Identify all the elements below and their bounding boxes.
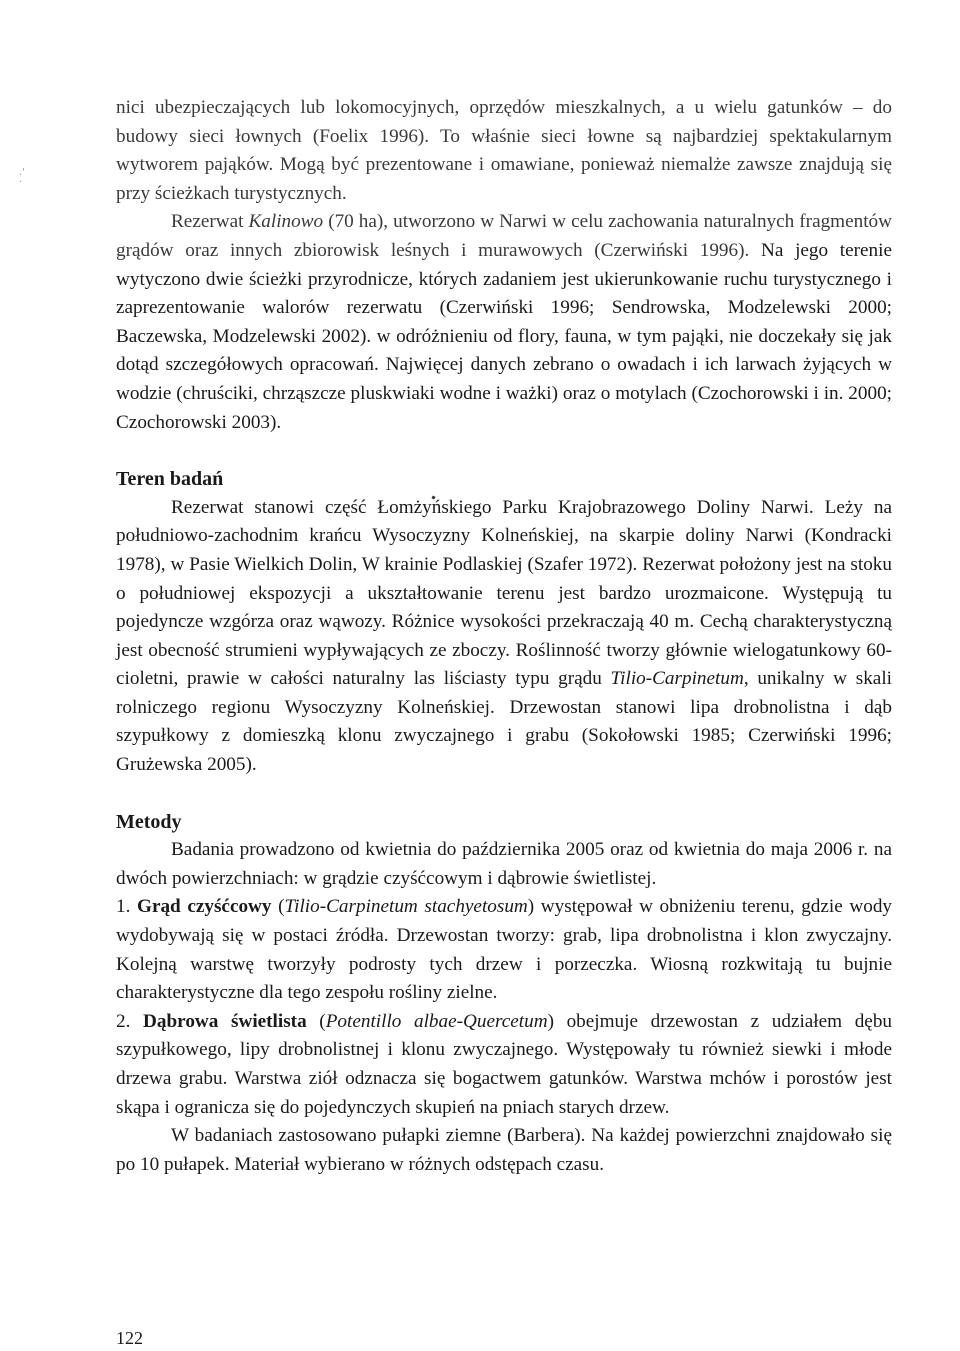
spacer [116, 437, 892, 465]
page-number: 122 [116, 1328, 143, 1348]
study-area-text-a: Rezerwat stanowi część Łomżyńskiego Parku Krajobrazowego Doliny Narwi. Leży na południowo-zachodnim krańcu Wysoczyzny Kolneńskiej, na skarpie doliny Narwi (Kondracki 1978), w Pasie Wielkich Dolin, W krainie Podlaskiej (Szafer 1972). Rezerwat położony jest na stoku o południowej ekspozycji a ukształtowanie terenu jest bardzo urozmaicone. Występują tu pojedyncze wzgórza oraz wąwozy. Różnice wysokości przekraczają 40 m. Cechą charakterystyczną jest obecność strumieni wypływających ze zboczy. Roślinność tworzy głównie wielogatunkowy 60-cioletni, prawie w całości naturalny las liściasty typu grądu [116, 496, 892, 690]
item2-paren: ( [306, 1010, 326, 1032]
intro-p2-mid: (70 ha), utworzono w Narwi w celu zachowania naturalnych fragmentów grądów oraz innych zbiorowisk leśnych i murawowych (Czerwiński 1996). [116, 211, 892, 261]
study-area-paragraph [116, 494, 892, 780]
section-heading-study-area: Teren badań [116, 468, 224, 491]
intro-p2-start: Rezerwat [171, 211, 249, 233]
item2-text: ) obejmuje drzewostan z udziałem dębu szypułkowego, lipy drobnolistnej i klonu zwyczajnego. Występowały tu również siewki i młode drzewa grabu. Warstwa ziół odznacza się bogactwem gatunków. Warstwa mchów i porostów jest skąpa i ogranicza się do pojedynczych skupień na pniach starych drzew. [116, 1010, 893, 1118]
methods-item-1 [116, 893, 892, 1007]
item1-title: Grąd czyśćcowy [137, 896, 272, 918]
methods-paragraph-1: Badania prowadzono od kwietnia do października 2005 oraz od kwietnia do maja 2006 r. na dwóch powierzchniach: w grądzie czyśćcowym i dąbrowie świetlistej. [116, 839, 892, 889]
study-area-text-b: , unikalny w skali rolniczego regionu Wysoczyzny Kolneńskiej. Drzewostan stanowi lipa drobnolistna i dąb szypułkowy z domieszką klonu zwyczajnego i grabu (Sokołowski 1985; Czerwiński 1996; Grużewska 2005). [116, 668, 892, 776]
item1-paren: ( [271, 896, 285, 918]
methods-paragraph-last: W badaniach zastosowano pułapki ziemne (Barbera). Na każdej powierzchni znajdowało się po 10 pułapek. Materiał wybierano w różnych odstępach czasu. [116, 1125, 892, 1175]
reserve-name: Kalinowo [248, 211, 324, 233]
item2-latin: Potentillo albae-Quercetum [325, 1010, 548, 1032]
section-heading-methods: Metody [116, 810, 182, 833]
methods-item-2 [116, 1008, 892, 1122]
item2-number: 2. [116, 1010, 144, 1032]
item1-text: ) występował w obniżeniu terenu, gdzie wody wydobywają się w postaci źródła. Drzewostan tworzy: grab, lipa drobnolistna i klon zwyczajny. Kolejną warstwę tworzyły podrosty tych drzew i porzeczka. Wiosną rozkwitają tu bujnie charakterystyczne dla tego zespołu rośliny zielne. [116, 896, 893, 1004]
study-area-italic: Tilio-Carpinetum [610, 668, 744, 690]
intro-paragraph-1: nici ubezpieczających lub lokomocyjnych, oprzędów mieszkalnych, a u wielu gatunków – do budowy sieci łownych (Foelix 1996). To właśnie sieci łowne są najbardziej spektakularnym wytworem pająków. Mogą być prezentowane i omawiane, ponieważ niemalże zawsze znajdują się przy ścieżkach turystycznych. [116, 97, 892, 204]
item1-number: 1. [116, 896, 138, 918]
item2-title: Dąbrowa świetlista [143, 1010, 307, 1032]
intro-paragraph-2 [116, 208, 892, 437]
page-body [116, 94, 892, 1179]
item1-latin: Tilio-Carpinetum stachyetosum [284, 896, 528, 918]
scan-artifact: .' · [19, 167, 25, 188]
spacer [116, 780, 892, 808]
intro-p2-end: Na jego terenie wytyczono dwie ścieżki przyrodnicze, których zadaniem jest ukierunkowanie ruchu turystycznego i zaprezentowanie walorów rezerwatu (Czerwiński 1996; Sendrowska, Modzelewski 2000; Baczewska, Modzelewski 2002). w odróżnieniu od flory, fauna, w tym pająki, nie doczekały się jak dotąd szczegółowych opracowań. Najwięcej danych zebrano o owadach i ich larwach żyjących w wodzie (chruściki, chrząszcze pluskwiaki wodne i ważki) oraz o motylach (Czochorowski i in. 2000; Czochorowski 2003). [116, 239, 892, 433]
